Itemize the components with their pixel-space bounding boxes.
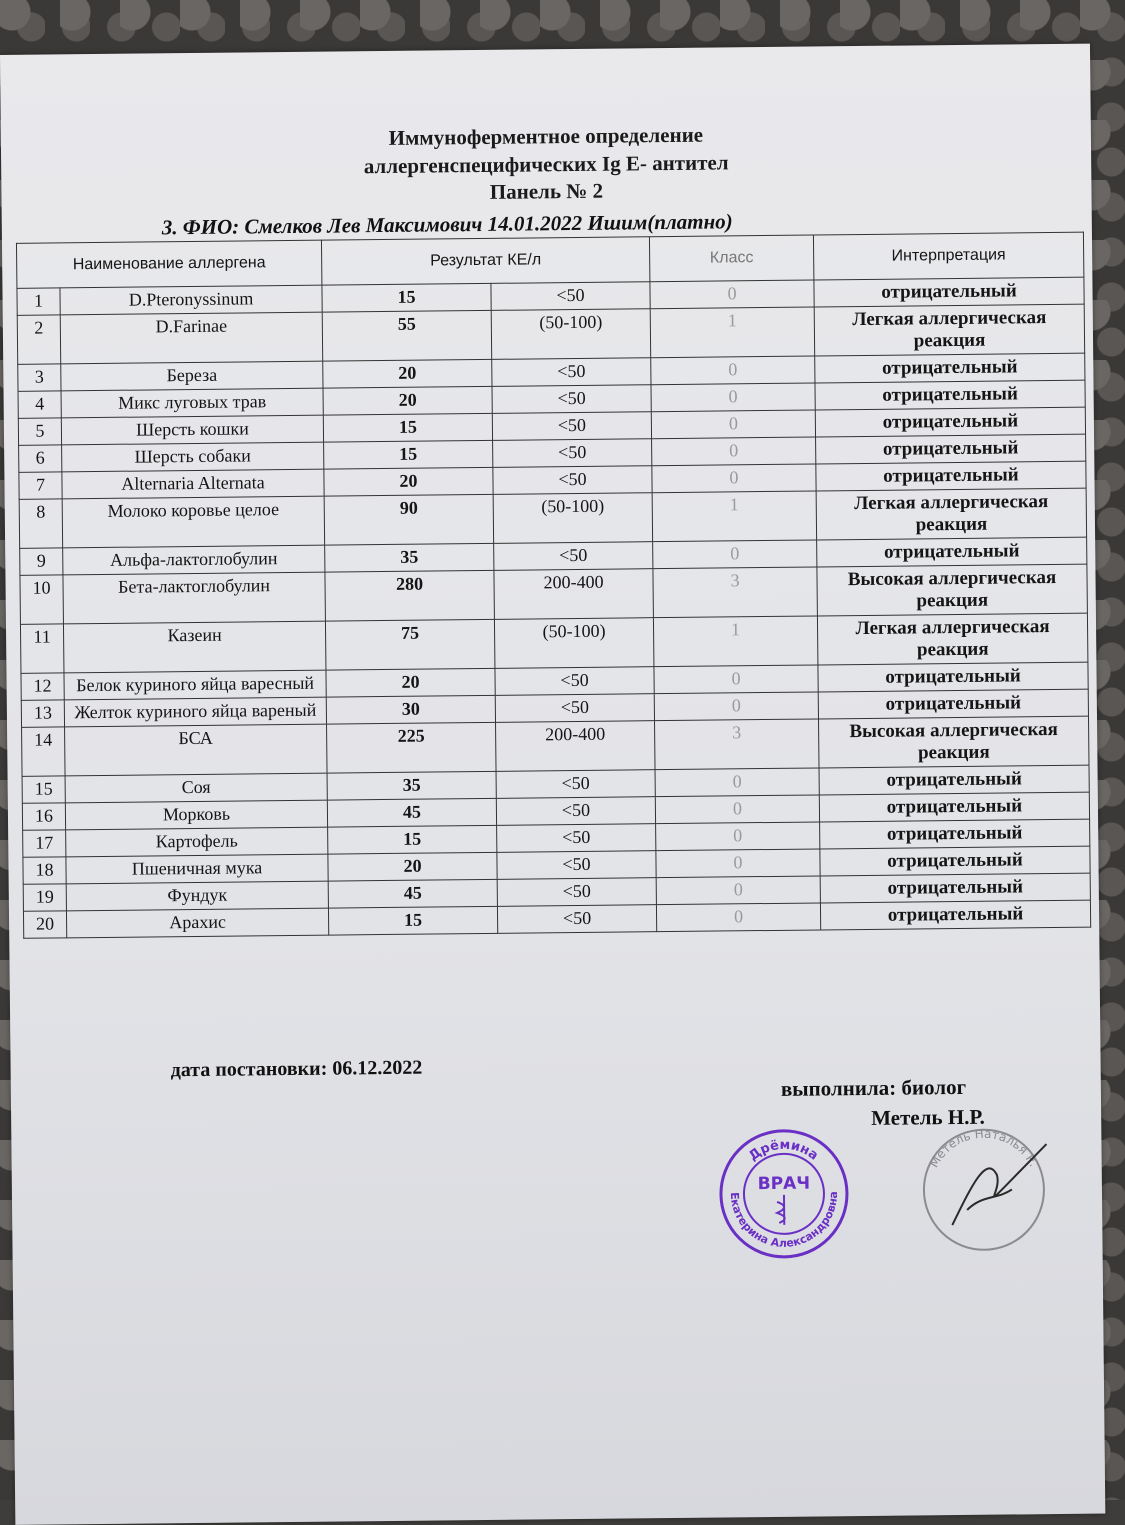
doctor-stamp xyxy=(716,1126,852,1262)
class-value: 0 xyxy=(651,383,815,412)
row-number: 2 xyxy=(17,315,61,364)
row-number: 6 xyxy=(19,445,62,472)
results-table xyxy=(16,232,1091,939)
class-value: 3 xyxy=(655,719,820,770)
row-number: 17 xyxy=(23,830,66,857)
reference-range: (50-100) xyxy=(494,618,654,669)
reference-range: <50 xyxy=(496,770,655,799)
reference-range: <50 xyxy=(494,542,653,571)
stamp-top-text: Дрёмина xyxy=(746,1137,821,1165)
reference-range: <50 xyxy=(491,282,650,311)
result-value: 15 xyxy=(328,906,497,935)
reference-range: <50 xyxy=(497,851,656,880)
patient-info: 3. ФИО: Смелков Лев Максимович 14.01.2022 Ишим(платно) xyxy=(161,209,733,240)
class-value: 1 xyxy=(652,491,817,542)
header-result: Результат КЕ/л xyxy=(321,237,649,285)
class-value: 0 xyxy=(656,822,820,851)
interpretation: отрицательный xyxy=(816,461,1086,491)
signature-stamp-text: Метель Наталья Р. xyxy=(926,1126,1041,1170)
class-value: 3 xyxy=(653,567,818,618)
row-number: 13 xyxy=(21,700,64,727)
caduceus-icon xyxy=(777,1195,785,1225)
class-value: 0 xyxy=(654,692,818,721)
interpretation: отрицательный xyxy=(820,900,1090,930)
result-value: 20 xyxy=(328,852,497,881)
performer-role: выполнила: биолог xyxy=(780,1074,967,1101)
row-number: 16 xyxy=(22,803,65,830)
reference-range: (50-100) xyxy=(491,309,651,360)
allergen-name: D.Pteronyssinum xyxy=(60,285,322,315)
reference-range: <50 xyxy=(492,385,651,414)
interpretation: отрицательный xyxy=(816,434,1086,464)
allergen-name: Морковь xyxy=(65,800,327,830)
doc-title-line2: аллергенспецифических Ig E- антител xyxy=(363,150,729,179)
signature-stamp xyxy=(911,1114,1062,1256)
result-value: 20 xyxy=(323,359,492,388)
row-number: 4 xyxy=(18,391,61,418)
svg-text:Метель Наталья Р. xyxy=(926,1126,1041,1170)
reference-range: <50 xyxy=(497,878,656,907)
allergen-name: Молоко коровье целое xyxy=(62,496,324,548)
interpretation: Легкая аллергическая реакция xyxy=(817,613,1087,665)
test-date: дата постановки: 06.12.2022 xyxy=(170,1056,423,1082)
reference-range: <50 xyxy=(497,824,656,853)
reference-range: <50 xyxy=(495,694,654,723)
reference-range: <50 xyxy=(492,358,651,387)
class-value: 1 xyxy=(650,307,815,358)
reference-range: (50-100) xyxy=(493,493,653,544)
header-interpretation: Интерпретация xyxy=(813,232,1083,280)
class-value: 0 xyxy=(652,464,816,493)
result-value: 35 xyxy=(325,543,494,572)
interpretation: отрицательный xyxy=(814,277,1084,307)
row-number: 3 xyxy=(18,364,61,391)
reference-range: 200-400 xyxy=(494,569,654,620)
result-value: 30 xyxy=(326,695,495,724)
class-value: 0 xyxy=(651,410,815,439)
row-number: 7 xyxy=(19,472,62,499)
performer-name: Метель Н.Р. xyxy=(871,1104,985,1130)
allergen-name: Казеин xyxy=(63,621,325,673)
result-value: 225 xyxy=(327,722,497,773)
allergen-name: Желток куриного яйца вареный xyxy=(64,697,326,727)
result-value: 35 xyxy=(327,771,496,800)
class-value: 0 xyxy=(652,437,816,466)
class-value: 0 xyxy=(650,280,814,309)
interpretation: Легкая аллергическая реакция xyxy=(816,488,1086,540)
result-value: 15 xyxy=(328,825,497,854)
row-number: 18 xyxy=(23,857,66,884)
interpretation: отрицательный xyxy=(818,662,1088,692)
class-value: 0 xyxy=(653,540,817,569)
class-value: 0 xyxy=(655,795,819,824)
stamp-center-text: ВРАЧ xyxy=(757,1173,811,1195)
allergen-name: Микс луговых трав xyxy=(61,388,323,418)
row-number: 9 xyxy=(20,548,63,575)
allergen-name: Бета-лактоглобулин xyxy=(63,572,325,624)
allergen-name: Шерсть собаки xyxy=(62,442,324,472)
allergen-name: Alternaria Alternata xyxy=(62,469,324,499)
result-value: 15 xyxy=(322,283,491,312)
interpretation: отрицательный xyxy=(815,407,1085,437)
stamp-bottom-text: Екатерина Александровна xyxy=(727,1191,841,1250)
class-value: 0 xyxy=(654,665,818,694)
row-number: 8 xyxy=(19,499,63,548)
interpretation: отрицательный xyxy=(820,846,1090,876)
interpretation: Высокая аллергическая реакция xyxy=(818,716,1088,768)
interpretation: Легкая аллергическая реакция xyxy=(814,304,1084,356)
row-number: 20 xyxy=(23,911,66,938)
document-sheet xyxy=(0,44,1105,1525)
row-number: 14 xyxy=(22,727,66,776)
class-value: 0 xyxy=(656,903,820,932)
reference-range: <50 xyxy=(497,905,656,934)
allergen-name: D.Farinae xyxy=(60,312,322,364)
class-value: 1 xyxy=(653,616,818,667)
class-value: 0 xyxy=(656,849,820,878)
row-number: 11 xyxy=(20,624,64,673)
allergen-name: Белок куриного яйца варесный xyxy=(64,670,326,700)
row-number: 1 xyxy=(17,288,60,315)
allergen-name: БСА xyxy=(65,724,327,776)
header-class: Класс xyxy=(649,235,813,282)
result-value: 75 xyxy=(325,619,495,670)
class-value: 0 xyxy=(655,768,819,797)
result-value: 20 xyxy=(323,386,492,415)
allergen-name: Пшеничная мука xyxy=(66,854,328,884)
result-value: 20 xyxy=(324,467,493,496)
header-allergen: Наименование аллергена xyxy=(16,240,321,288)
class-value: 0 xyxy=(656,876,820,905)
result-value: 15 xyxy=(324,440,493,469)
result-value: 55 xyxy=(322,310,492,361)
interpretation: отрицательный xyxy=(815,380,1085,410)
row-number: 19 xyxy=(23,884,66,911)
result-value: 280 xyxy=(325,570,495,621)
result-value: 45 xyxy=(328,879,497,908)
allergen-name: Альфа-лактоглобулин xyxy=(63,545,325,575)
allergen-name: Фундук xyxy=(66,881,328,911)
reference-range: <50 xyxy=(495,667,654,696)
row-number: 5 xyxy=(18,418,61,445)
row-number: 15 xyxy=(22,776,65,803)
allergen-name: Шерсть кошки xyxy=(61,415,323,445)
interpretation: отрицательный xyxy=(820,819,1090,849)
class-value: 0 xyxy=(651,356,815,385)
allergen-name: Картофель xyxy=(66,827,328,857)
allergen-name: Береза xyxy=(61,361,323,391)
doc-title-line3: Панель № 2 xyxy=(489,178,604,204)
result-value: 45 xyxy=(327,798,496,827)
reference-range: 200-400 xyxy=(496,721,656,772)
row-number: 10 xyxy=(20,575,64,624)
interpretation: отрицательный xyxy=(817,537,1087,567)
interpretation: отрицательный xyxy=(815,353,1085,383)
reference-range: <50 xyxy=(493,439,652,468)
row-number: 12 xyxy=(21,673,64,700)
interpretation: отрицательный xyxy=(819,792,1089,822)
reference-range: <50 xyxy=(492,412,651,441)
result-value: 15 xyxy=(323,413,492,442)
reference-range: <50 xyxy=(496,797,655,826)
allergen-name: Арахис xyxy=(66,908,328,938)
interpretation: отрицательный xyxy=(818,689,1088,719)
interpretation: Высокая аллергическая реакция xyxy=(817,564,1087,616)
allergen-name: Соя xyxy=(65,773,327,803)
interpretation: отрицательный xyxy=(820,873,1090,903)
result-value: 90 xyxy=(324,494,494,545)
doc-title-line1: Иммуноферментное определение xyxy=(388,122,704,150)
reference-range: <50 xyxy=(493,466,652,495)
interpretation: отрицательный xyxy=(819,765,1089,795)
svg-text:Дрёмина xyxy=(746,1137,821,1164)
result-value: 20 xyxy=(326,668,495,697)
